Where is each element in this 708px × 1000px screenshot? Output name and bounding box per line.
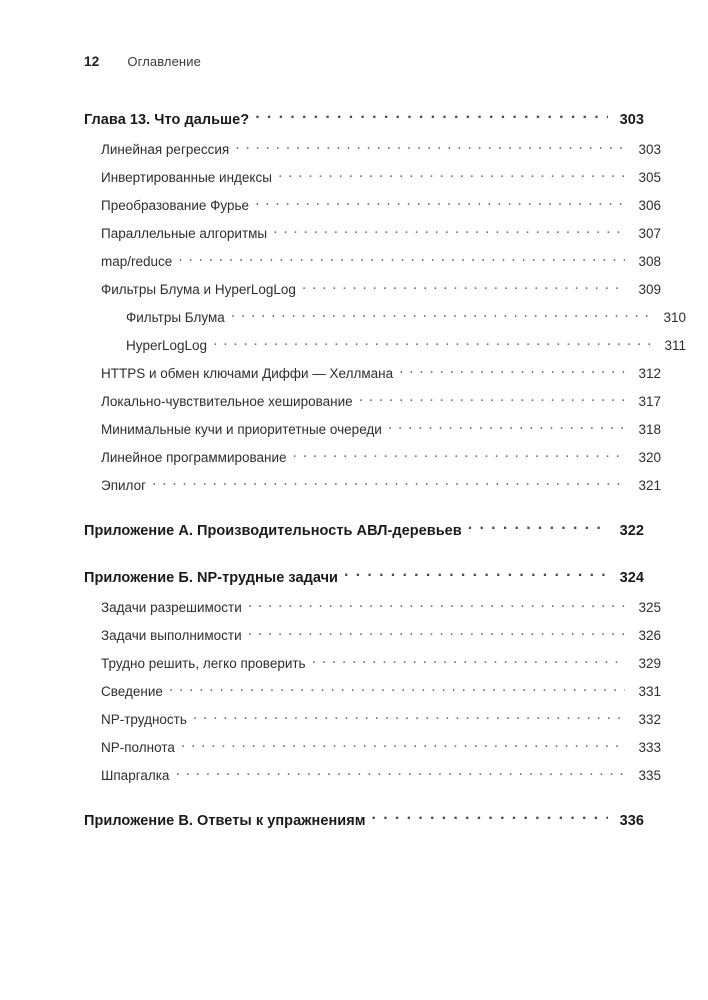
toc-entry-label: Приложение А. Производительность АВЛ-деревьев <box>84 523 462 539</box>
toc-entry-label: Эпилог <box>101 478 147 493</box>
dot-leader <box>312 652 625 668</box>
toc-entry-label: Задачи выполнимости <box>101 628 242 643</box>
dot-leader <box>248 624 625 640</box>
toc-entry-row[interactable] <box>101 624 661 652</box>
toc-entry-page-number: 329 <box>638 656 661 671</box>
toc-entry-label: Шпаргалка <box>101 768 170 783</box>
toc-entry-page-number: 306 <box>638 198 661 213</box>
toc-entry-row[interactable] <box>101 652 661 680</box>
toc-heading-row[interactable] <box>84 108 644 138</box>
dot-leader <box>255 108 608 124</box>
toc-entry-label: HTTPS и обмен ключами Диффи — Хеллмана <box>101 366 394 381</box>
running-head-title: Оглавление <box>127 54 201 69</box>
toc-entry-row[interactable] <box>101 138 661 166</box>
toc-entry-page-number: 321 <box>638 478 661 493</box>
toc-entry-page-number: 325 <box>638 600 661 615</box>
dot-leader <box>399 362 625 378</box>
toc-entry-page-number: 303 <box>619 112 644 128</box>
toc-entry-page-number: 320 <box>638 450 661 465</box>
toc-entry-label: Линейное программирование <box>101 450 287 465</box>
dot-leader <box>302 278 625 294</box>
toc-heading-row[interactable] <box>84 519 644 549</box>
toc-entry-page-number: 318 <box>638 422 661 437</box>
page-folio-number: 12 <box>84 54 100 69</box>
dot-leader <box>169 680 625 696</box>
toc-entry-row[interactable] <box>101 764 661 792</box>
toc-entry-label: Трудно решить, легко проверить <box>101 656 306 671</box>
dot-leader <box>388 418 625 434</box>
toc-entry-row[interactable] <box>101 736 661 764</box>
dot-leader <box>152 474 625 490</box>
dot-leader <box>344 566 608 582</box>
toc-entry-page-number: 332 <box>638 712 661 727</box>
dot-leader <box>293 446 625 462</box>
toc-entry-page-number: 331 <box>638 684 661 699</box>
toc-entry-label: Линейная регрессия <box>101 142 230 157</box>
toc-entry-label: NP-полнота <box>101 740 175 755</box>
dot-leader <box>248 596 625 612</box>
toc-entry-page-number: 305 <box>638 170 661 185</box>
toc-entry-page-number: 309 <box>638 282 661 297</box>
toc-entry-row[interactable] <box>101 362 661 390</box>
toc-entry-row[interactable] <box>126 334 686 362</box>
toc-entry-page-number: 312 <box>638 366 661 381</box>
toc-entry-page-number: 335 <box>638 768 661 783</box>
toc-entry-label: Приложение Б. NP-трудные задачи <box>84 570 339 586</box>
toc-entry-row[interactable] <box>101 418 661 446</box>
toc-entry-row[interactable] <box>101 390 661 418</box>
toc-entry-page-number: 308 <box>638 254 661 269</box>
running-head <box>84 54 201 69</box>
dot-leader <box>273 222 625 238</box>
toc-entry-label: Фильтры Блума и HyperLogLog <box>101 282 296 297</box>
toc-entry-row[interactable] <box>101 680 661 708</box>
toc-entry-label: Инвертированные индексы <box>101 170 272 185</box>
toc-entry-row[interactable] <box>101 446 661 474</box>
toc-entry-page-number: 310 <box>663 310 686 325</box>
toc-entry-row[interactable] <box>101 194 661 222</box>
dot-leader <box>235 138 625 154</box>
toc-entry-label: Глава 13. Что дальше? <box>84 112 250 128</box>
toc-entry-page-number: 311 <box>664 338 686 353</box>
toc-entry-label: Локально-чувствительное хеширование <box>101 394 353 409</box>
dot-leader <box>372 809 608 825</box>
toc-entry-label: Фильтры Блума <box>126 310 225 325</box>
toc-entry-page-number: 324 <box>619 570 644 586</box>
dot-leader <box>181 736 625 752</box>
toc-entry-page-number: 322 <box>619 523 644 539</box>
toc-entry-row[interactable] <box>101 166 661 194</box>
toc-entry-label: NP-трудность <box>101 712 187 727</box>
toc-entry-page-number: 336 <box>619 813 644 829</box>
dot-leader <box>213 334 650 350</box>
toc-entry-label: Преобразование Фурье <box>101 198 250 213</box>
toc-entry-label: HyperLogLog <box>126 338 208 353</box>
toc-entry-page-number: 326 <box>638 628 661 643</box>
dot-leader <box>359 390 625 406</box>
toc-entry-label: Сведение <box>101 684 163 699</box>
toc-entry-page-number: 333 <box>638 740 661 755</box>
dot-leader <box>255 194 625 210</box>
toc-entry-row[interactable] <box>126 306 686 334</box>
toc-entry-row[interactable] <box>101 222 661 250</box>
toc-heading-row[interactable] <box>84 566 644 596</box>
toc-heading-row[interactable] <box>84 809 644 839</box>
toc-entry-row[interactable] <box>101 250 661 278</box>
dot-leader <box>468 519 608 535</box>
toc-entry-page-number: 307 <box>638 226 661 241</box>
toc-entry-row[interactable] <box>101 278 661 306</box>
toc-entry-label: Задачи разрешимости <box>101 600 242 615</box>
dot-leader <box>175 764 625 780</box>
dot-leader <box>178 250 625 266</box>
toc-entry-label: Минимальные кучи и приоритетные очереди <box>101 422 382 437</box>
toc-entry-label: Параллельные алгоритмы <box>101 226 268 241</box>
toc-entry-page-number: 303 <box>638 142 661 157</box>
table-of-contents <box>84 108 686 839</box>
toc-entry-label: map/reduce <box>101 254 173 269</box>
toc-entry-row[interactable] <box>101 596 661 624</box>
dot-leader <box>231 306 656 322</box>
dot-leader <box>278 166 625 182</box>
toc-entry-page-number: 317 <box>638 394 661 409</box>
toc-entry-row[interactable] <box>101 474 661 502</box>
toc-entry-row[interactable] <box>101 708 661 736</box>
toc-entry-label: Приложение В. Ответы к упражнениям <box>84 813 366 829</box>
dot-leader <box>193 708 625 724</box>
